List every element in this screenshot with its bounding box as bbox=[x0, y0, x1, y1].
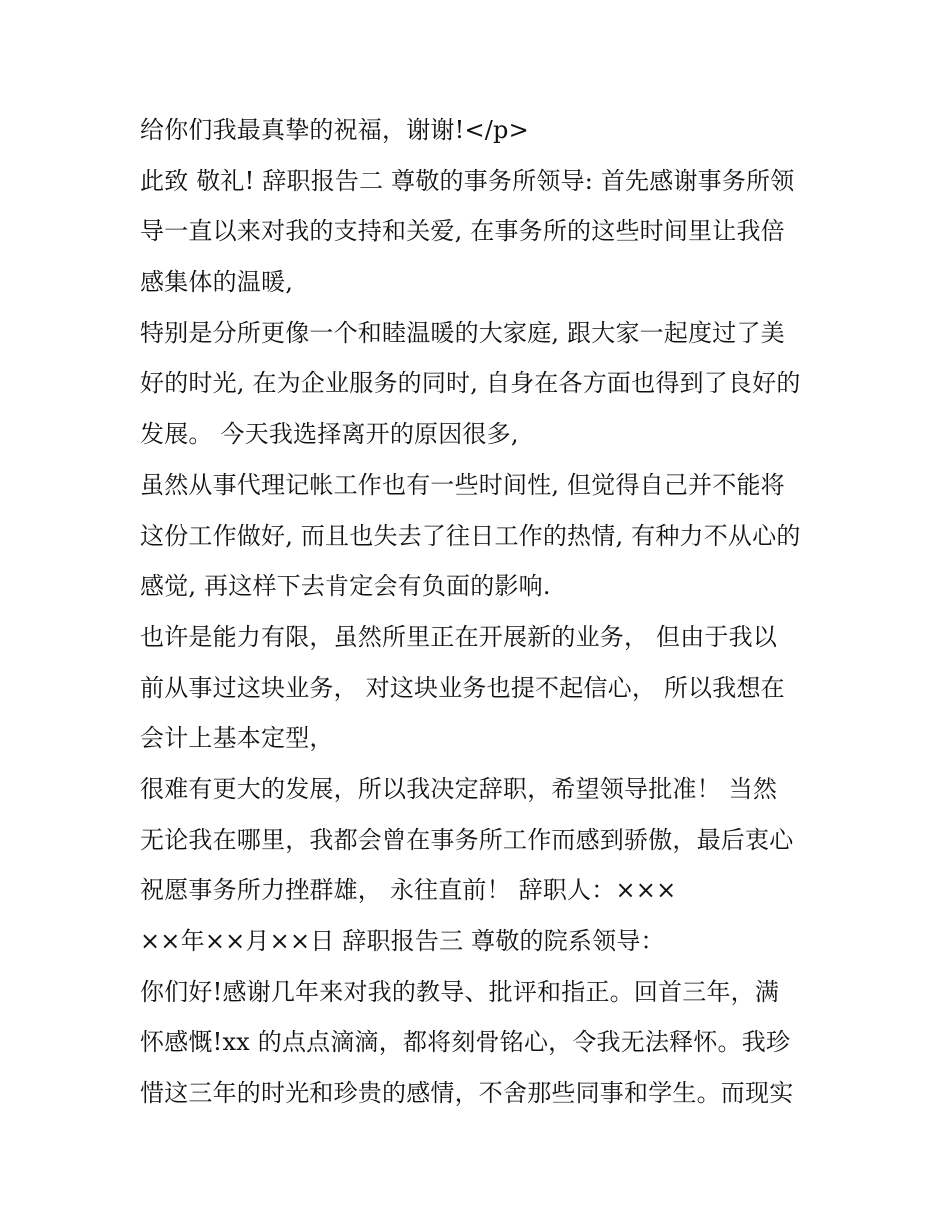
text-line: 好的时光, 在为企业服务的同时, 自身在各方面也得到了良好的 bbox=[140, 369, 801, 398]
text-line: 惜这三年的时光和珍贵的感情，不舍那些同事和学生。而现实 bbox=[140, 1079, 794, 1108]
text-line: 虽然从事代理记帐工作也有一些时间性, 但觉得自己并不能将 bbox=[140, 470, 785, 499]
document-body bbox=[140, 105, 830, 1119]
text-line: 无论我在哪里，我都会曾在事务所工作而感到骄傲，最后衷心 bbox=[140, 825, 794, 854]
text-line: ××年××月××日 辞职报告三 尊敬的院系领导： bbox=[140, 927, 665, 955]
text-line: 会计上基本定型， bbox=[140, 724, 334, 753]
text-line: 很难有更大的发展，所以我决定辞职，希望领导批准！ 当然 bbox=[140, 774, 778, 803]
text-line: 你们好!感谢几年来对我的教导、批评和指正。回首三年，满 bbox=[140, 977, 780, 1006]
text-line: 发展。 今天我选择离开的原因很多, bbox=[140, 420, 519, 449]
text-line: 导一直以来对我的支持和关爱, 在事务所的这些时间里让我倍 bbox=[140, 217, 785, 246]
text-line: 感觉, 再这样下去肯定会有负面的影响. bbox=[140, 572, 551, 601]
text-line: 前从事过这块业务， 对这块业务也提不起信心， 所以我想在 bbox=[140, 673, 785, 702]
text-line: 怀感慨!xx 的点点滴滴，都将刻骨铭心，令我无法释怀。我珍 bbox=[140, 1028, 791, 1057]
text-line: 也许是能力有限，虽然所里正在开展新的业务， 但由于我以 bbox=[140, 622, 778, 651]
text-line: 给你们我最真挚的祝福，谢谢!</p> bbox=[140, 116, 529, 144]
text-line: 这份工作做好, 而且也失去了往日工作的热情, 有种力不从心的 bbox=[140, 521, 801, 550]
text-line: 感集体的温暖, bbox=[140, 268, 294, 297]
text-line: 特别是分所更像一个和睦温暖的大家庭, 跟大家一起度过了美 bbox=[140, 318, 785, 347]
text-line: 祝愿事务所力挫群雄， 永往直前！ 辞职人：××× bbox=[140, 876, 677, 905]
text-line: 此致 敬礼! 辞职报告二 尊敬的事务所领导: 首先感谢事务所领 bbox=[140, 166, 795, 195]
